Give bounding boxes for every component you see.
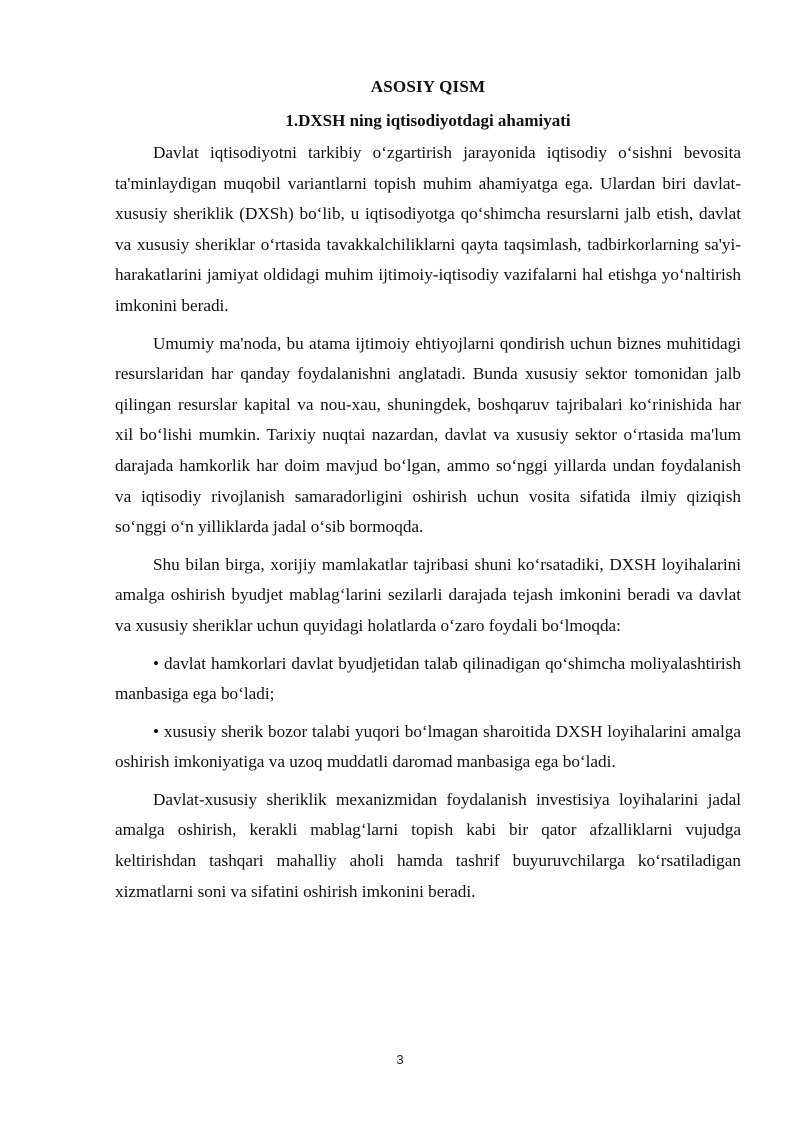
paragraph-1: Davlat iqtisodiyotni tarkibiy oʻzgartirish jarayonida iqtisodiy oʻsishni bevosita ta'minlaydigan muqobil variantlarni topish muhim ahamiyatga ega. Ulardan biri davlat-xususiy sheriklik (DXSh) boʻlib, u iqtisodiyotga qoʻshimcha resurslarni jalb etish, davlat va xususiy sheriklar oʻrtasida tavakkalchiliklarni qayta taqsimlash, tadbirkorlarning sa'yi-harakatlarini jamiyat oldidagi muhim ijtimoiy-iqtisodiy vazifalarni hal etishga yoʻnaltirish imkonini beradi. <box>115 143 741 315</box>
bullet-item-2: • xususiy sherik bozor talabi yuqori boʻlmagan sharoitida DXSH loyihalarini amalga oshirish imkoniyatiga va uzoq muddatli daromad manbasiga ega boʻladi. <box>115 721 741 772</box>
paragraph-3: Shu bilan birga, xorijiy mamlakatlar tajribasi shuni koʻrsatadiki, DXSH loyihalarini amalga oshirish byudjet mablagʻlarini sezilarli darajada tejash imkonini beradi va davlat va xususiy sheriklar uchun quyidagi holatlarda oʻzaro foydali boʻlmoqda: <box>115 554 741 635</box>
document-page <box>115 70 741 907</box>
paragraph-4: Davlat-xususiy sheriklik mexanizmidan foydalanish investisiya loyihalarini jadal amalga oshirish, kerakli mablagʻlarni topish kabi bir qator afzalliklarni vujudga keltirishdan tashqari mahalliy aholi hamda tashrif buyuruvchilarga koʻrsatiladigan xizmatlarni soni va sifatini oshirish imkonini beradi. <box>115 789 741 901</box>
paragraph-2: Umumiy ma'noda, bu atama ijtimoiy ehtiyojlarni qondirish uchun biznes muhitidagi resurslaridan har qanday foydalanishni anglatadi. Bunda xususiy sektor tomonidan jalb qilingan resurslar kapital va nou-xau, shuningdek, boshqaruv tajribalari koʻrinishida har xil boʻlishi mumkin. Tarixiy nuqtai nazardan, davlat va xususiy sektor oʻrtasida ma'lum darajada hamkorlik har doim mavjud boʻlgan, ammo soʻnggi yillarda undan foydalanish va iqtisodiy rivojlanish samaradorligini oshirish uchun vosita sifatida ilmiy qiziqish soʻnggi oʻn yilliklarda jadal oʻsib bormoqda. <box>115 333 741 537</box>
page-number: 3 <box>396 1052 404 1067</box>
bullet-item-1: • davlat hamkorlari davlat byudjetidan talab qilinadigan qoʻshimcha moliyalashtirish manbasiga ega boʻladi; <box>115 653 741 704</box>
subsection-title: 1.DXSH ning iqtisodiyotdagi ahamiyati <box>285 111 571 130</box>
section-title: ASOSIY QISM <box>370 77 486 96</box>
